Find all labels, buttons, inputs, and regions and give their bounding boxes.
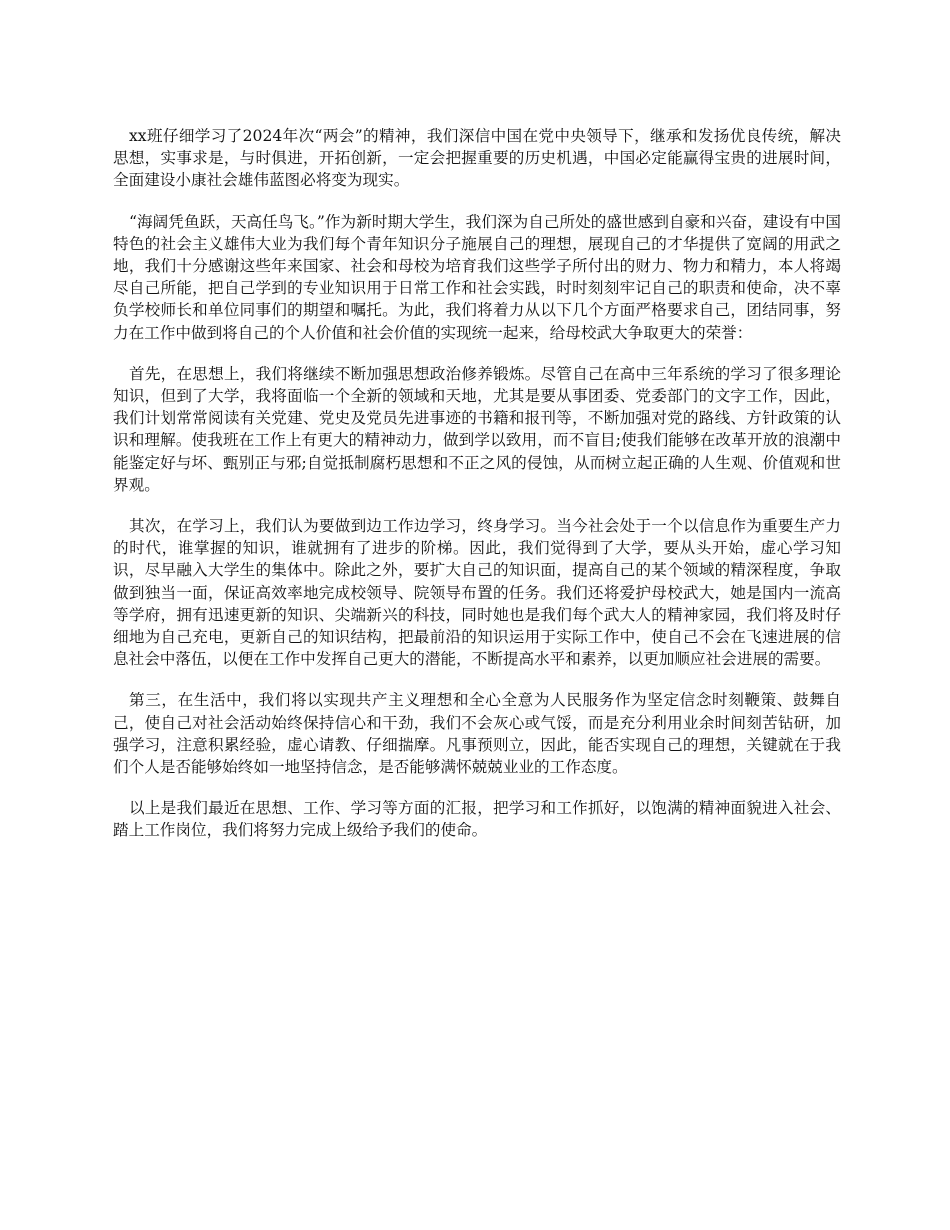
paragraph-intro: xx班仔细学习了2024年次“两会”的精神，我们深信中国在党中央领导下，继承和发扬优良传统，解决思想，实事求是，与时俱进，开拓创新，一定会把握重要的历史机遇，中国必定能赢得宝贵的进展时间，全面建设小康社会雄伟蓝图必将变为现实。 bbox=[113, 127, 841, 190]
paragraph-motto: “海阔凭鱼跃，天高任鸟飞。”作为新时期大学生，我们深为自己所处的盛世感到自豪和兴奋，建设有中国特色的社会主义雄伟大业为我们每个青年知识分子施展自己的理想，展现自己的才华提供了宽阔的用武之地，我们十分感谢这些年来国家、社会和母校为培育我们这些学子所付出的财力、物力和精力，本人将竭尽自己所能，把自己学到的专业知识用于日常工作和社会实践，时时刻刻牢记自己的职责和使命，决不辜负学校师长和单位同事们的期望和嘱托。为此，我们将着力从以下几个方面严格要求自己，团结同事，努力在工作中做到将自己的个人价值和社会价值的实现统一起来，给母校武大争取更大的荣誉： bbox=[113, 212, 841, 342]
paragraph-thought: 首先，在思想上，我们将继续不断加强思想政治修养锻炼。尽管自己在高中三年系统的学习了很多理论知识，但到了大学，我将面临一个全新的领域和天地，尤其是要从事团委、党委部门的文字工作，因此，我们计划常常阅读有关党建、党史及党员先进事迹的书籍和报刊等，不断加强对党的路线、方针政策的认识和理解。使我班在工作上有更大的精神动力，做到学以致用，而不盲目;使我们能够在改革开放的浪潮中能鉴定好与坏、甄别正与邪;自觉抵制腐朽思想和不正之风的侵蚀，从而树立起正确的人生观、价值观和世界观。 bbox=[113, 364, 841, 494]
paragraph-life: 第三，在生活中，我们将以实现共产主义理想和全心全意为人民服务作为坚定信念时刻鞭策、鼓舞自己，使自己对社会活动始终保持信心和干劲，我们不会灰心或气馁，而是充分利用业余时间刻苦钻研，加强学习，注意积累经验，虚心请教、仔细揣摩。凡事预则立，因此，能否实现自己的理想，关键就在于我们个人是否能够始终如一地坚持信念，是否能够满怀兢兢业业的工作态度。 bbox=[113, 691, 841, 777]
document-body bbox=[113, 125, 841, 861]
paragraph-conclusion: 以上是我们最近在思想、工作、学习等方面的汇报，把学习和工作抓好，以饱满的精神面貌进入社会、踏上工作岗位，我们将努力完成上级给予我们的使命。 bbox=[113, 799, 841, 840]
paragraph-study: 其次，在学习上，我们认为要做到边工作边学习，终身学习。当今社会处于一个以信息作为重要生产力的时代，谁掌握的知识，谁就拥有了进步的阶梯。因此，我们觉得到了大学，要从头开始，虚心学习知识，尽早融入大学生的集体中。除此之外，要扩大自己的知识面，提高自己的某个领域的精深程度，争取做到独当一面，保证高效率地完成校领导、院领导布置的任务。我们还将爱护母校武大，她是国内一流高等学府，拥有迅速更新的知识、尖端新兴的科技，同时她也是我们每个武大人的精神家园，我们将及时仔细地为自己充电，更新自己的知识结构，把最前沿的知识运用于实际工作中，使自己不会在飞速进展的信息社会中落伍，以便在工作中发挥自己更大的潜能，不断提高水平和素养，以更加顺应社会进展的需要。 bbox=[113, 517, 841, 669]
